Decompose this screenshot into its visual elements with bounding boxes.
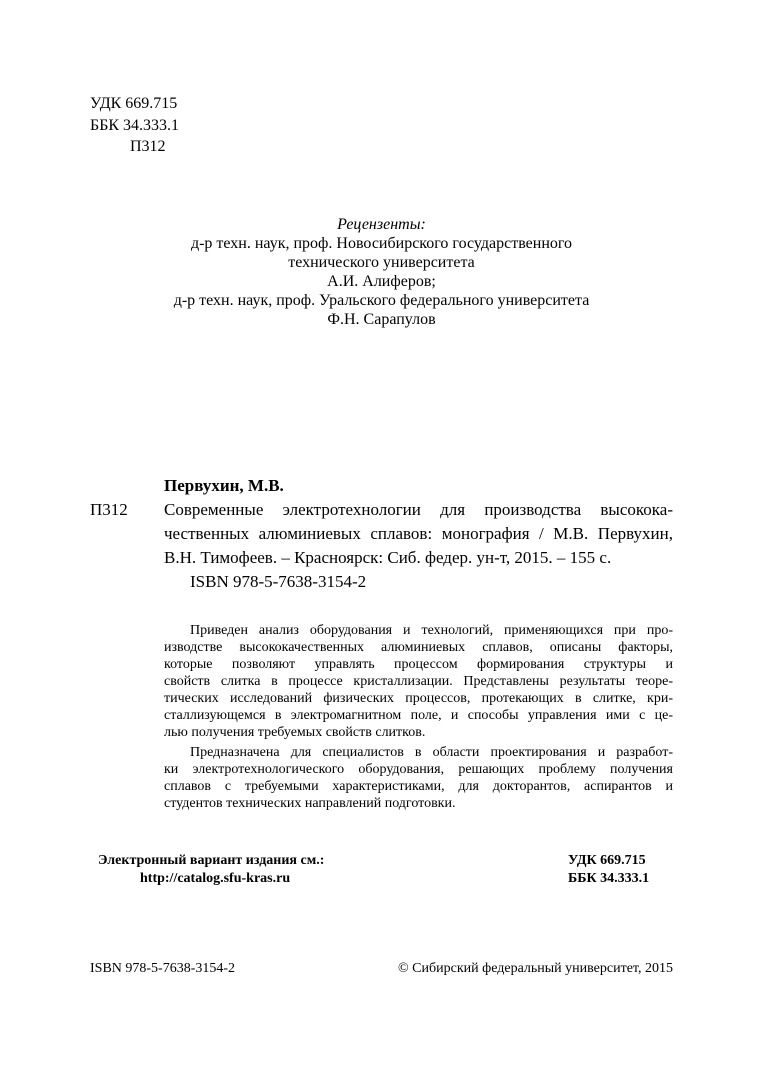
reviewer-line: А.И. Алиферов; bbox=[327, 273, 436, 290]
reviewers-block bbox=[90, 215, 673, 329]
author-name: Первухин, М.В. bbox=[164, 476, 284, 495]
bib-description-line: Современные электротехнологии для производства высокока- bbox=[164, 500, 673, 519]
author-mark: П312 bbox=[130, 138, 166, 155]
reviewer-line: Ф.Н. Сарапулов bbox=[327, 311, 436, 328]
abstract-line: которые позволяют управлять процессом формирования структуры и bbox=[164, 657, 673, 672]
udk-code: УДК 669.715 bbox=[90, 95, 178, 112]
abstract-line: сталлизующемся в электромагнитном поле, и способы управления ими с це- bbox=[164, 708, 673, 723]
electronic-udk: УДК 669.715 bbox=[568, 853, 646, 868]
abstract-line: студентов технических направлений подготовки. bbox=[164, 796, 456, 811]
footer-isbn: ISBN 978-5-7638-3154-2 bbox=[90, 961, 236, 976]
electronic-bbk: ББК 34.333.1 bbox=[568, 871, 650, 886]
bib-isbn: ISBN 978-5-7638-3154-2 bbox=[190, 572, 367, 591]
abstract-line: свойств слитка в процессе кристаллизации. Представлены результаты теоре- bbox=[164, 674, 673, 689]
bib-author-mark: П312 bbox=[90, 500, 128, 519]
electronic-label: Электронный вариант издания см.: bbox=[98, 853, 325, 868]
abstract-line: Предназначена для специалистов в области проектирования и разработ- bbox=[190, 745, 673, 760]
bbk-code: ББК 34.333.1 bbox=[90, 117, 180, 134]
bib-description-line: В.Н. Тимофеев. – Красноярск: Сиб. федер. ун-т, 2015. – 155 с. bbox=[164, 548, 612, 567]
catalog-link[interactable]: http://catalog.sfu-kras.ru bbox=[140, 871, 291, 886]
reviewer-line: д-р техн. наук, проф. Уральского федерального университета bbox=[173, 292, 590, 309]
abstract bbox=[164, 622, 673, 812]
abstract-line: изводстве высококачественных алюминиевых сплавов, описаны факторы, bbox=[164, 640, 673, 655]
bib-description-line: чественных алюминиевых сплавов: монография / М.В. Первухин, bbox=[164, 524, 673, 543]
reviewer-line: д-р техн. наук, проф. Новосибирского государственного bbox=[190, 235, 573, 252]
abstract-line: сплавов с требуемыми характеристиками, для докторантов, аспирантов и bbox=[164, 779, 673, 794]
reviewer-line: технического университета bbox=[288, 254, 475, 271]
abstract-line: ки электротехнологического оборудования, решающих проблему получения bbox=[164, 762, 673, 777]
abstract-line: лью получения требуемых свойств слитков. bbox=[164, 725, 426, 740]
abstract-line: Приведен анализ оборудования и технологий, применяющихся при про- bbox=[190, 623, 673, 638]
copyright-notice: © Сибирский федеральный университет, 2015 bbox=[398, 961, 673, 976]
bib-description bbox=[164, 498, 673, 570]
reviewers-heading: Рецензенты: bbox=[337, 216, 426, 233]
abstract-line: тических исследований физических процессов, протекающих в слитке, кри- bbox=[164, 691, 673, 706]
